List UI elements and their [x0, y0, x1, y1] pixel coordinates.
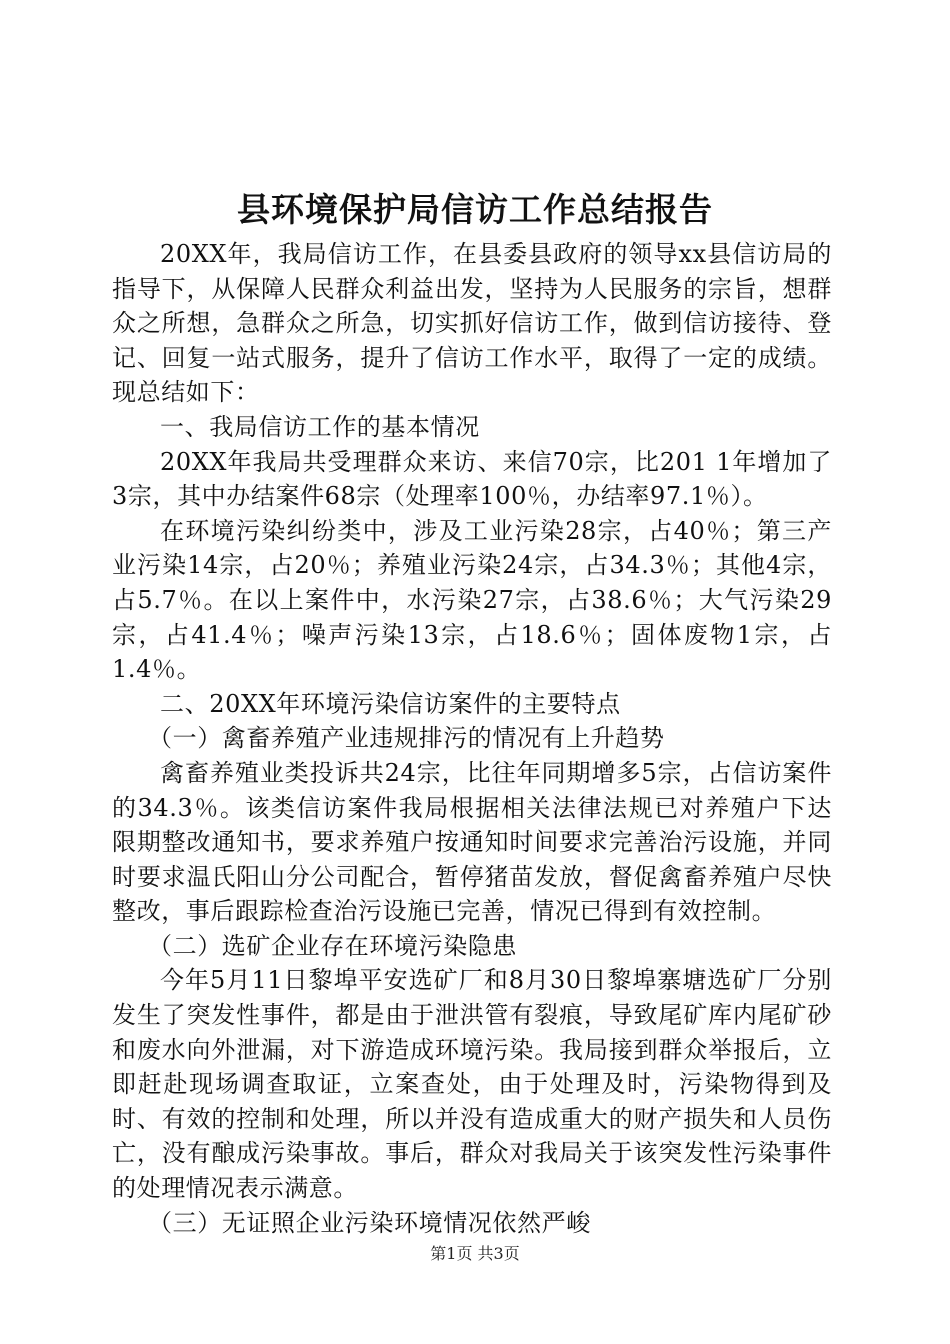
section-heading-1: 一、我局信访工作的基本情况 — [160, 412, 480, 441]
paragraph-pollution-breakdown: 在环境污染纠纷类中，涉及工业污染28宗，占40％；第三产业污染14宗，占20％；养殖业污染24宗，占34.3％；其他4宗，占5.7％。在以上案件中，水污染27宗，占38.6％；大气污染29宗，占41.4％；噪声污染13宗，占18.6％；固体废物1宗，占1.4％。 — [112, 516, 832, 684]
paragraph-livestock: 禽畜养殖业类投诉共24宗，比往年同期增多5宗，占信访案件的34.3％。该类信访案件我局根据相关法律法规已对养殖户下达限期整改通知书，要求养殖户按通知时间要求完善治污设施，并同时要求温氏阳山分公司配合，暂停猪苗发放，督促禽畜养殖户尽快整改，事后跟踪检查治污设施已完善，情况已得到有效控制。 — [112, 758, 832, 926]
paragraph-case-count: 20XX年我局共受理群众来访、来信70宗，比201 1年增加了3宗，其中办结案件68宗（处理率100％，办结率97.1％）。 — [112, 447, 832, 511]
document-title: 县环境保护局信访工作总结报告 — [237, 190, 713, 229]
subsection-heading-1: （一）禽畜养殖产业违规排污的情况有上升趋势 — [148, 724, 665, 753]
subsection-heading-2: （二）选矿企业存在环境污染隐患 — [148, 931, 517, 960]
section-heading-2: 二、20XX年环境污染信访案件的主要特点 — [160, 689, 621, 718]
document-body — [112, 237, 832, 1240]
paragraph-mining: 今年5月11日黎埠平安选矿厂和8月30日黎埠寨塘选矿厂分别发生了突发性事件，都是由于泄洪管有裂痕，导致尾矿库内尾矿砂和废水向外泄漏，对下游造成环境污染。我局接到群众举报后，立即赶赴现场调查取证，立案查处，由于处理及时，污染物得到及时、有效的控制和处理，所以并没有造成重大的财产损失和人员伤亡，没有酿成污染事故。事后，群众对我局关于该突发性污染事件的处理情况表示满意。 — [112, 966, 832, 1203]
subsection-heading-3: （三）无证照企业污染环境情况依然严峻 — [148, 1208, 591, 1237]
page-footer: 第1页 共3页 — [430, 1244, 520, 1263]
intro-paragraph: 20XX年，我局信访工作，在县委县政府的领导xx县信访局的指导下，从保障人民群众利益出发，坚持为人民服务的宗旨，想群众之所想，急群众之所急，切实抓好信访工作，做到信访接待、登记、回复一站式服务，提升了信访工作水平，取得了一定的成绩。现总结如下： — [112, 240, 832, 407]
